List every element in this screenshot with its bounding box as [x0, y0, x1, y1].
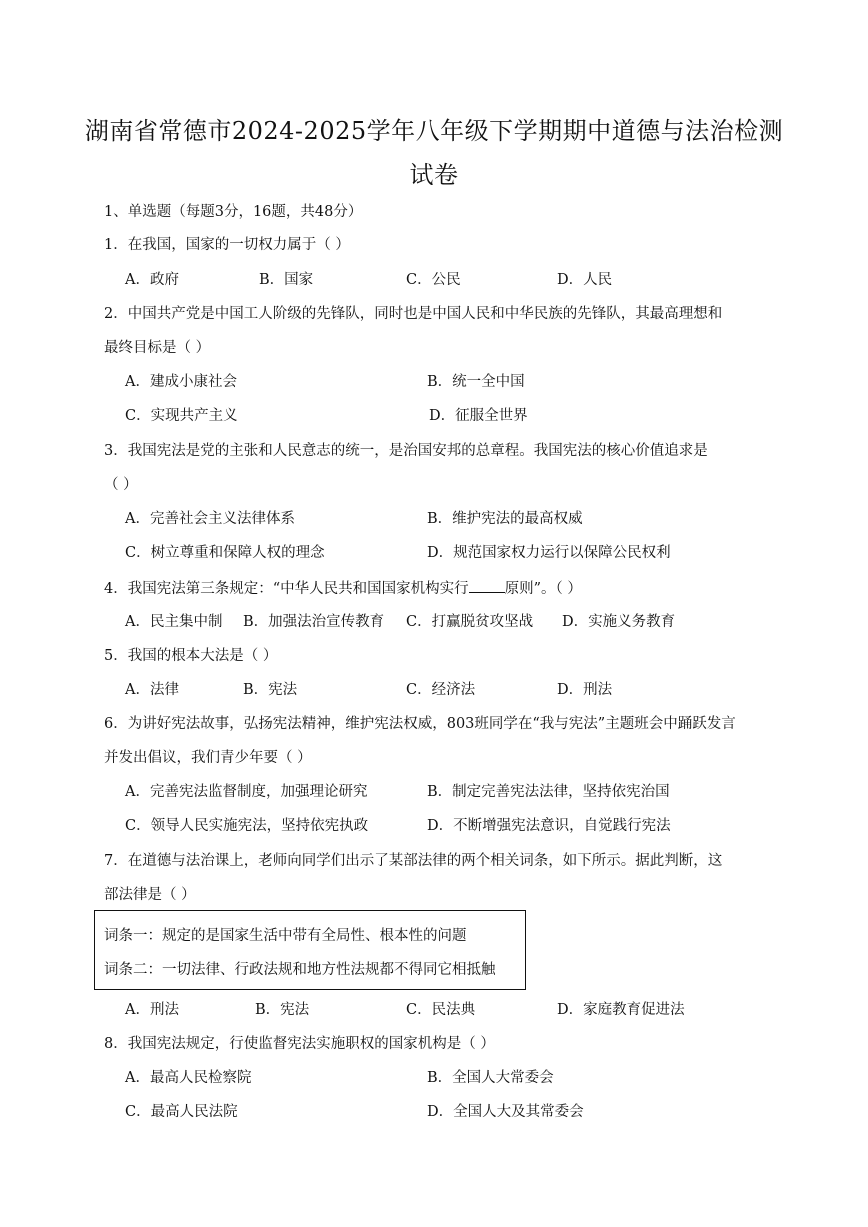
question-4-option-b: B．加强法治宣传教育 — [243, 614, 385, 630]
question-2-option-c: C．实现共产主义 — [125, 408, 238, 424]
question-6-stem-line1: 6．为讲好宪法故事，弘扬宪法精神，维护宪法权威，803班同学在“我与宪法”主题班会中踊跃发言 — [104, 716, 736, 732]
question-7-stem-line1: 7．在道德与法治课上，老师向同学们出示了某部法律的两个相关词条，如下所示。据此判断，这 — [104, 853, 723, 869]
question-7-clue-box — [94, 910, 526, 990]
question-1-stem: 1．在我国，国家的一切权力属于（ ） — [104, 237, 350, 253]
question-8-option-c: C．最高人民法院 — [125, 1104, 238, 1120]
question-5-option-d: D．刑法 — [557, 682, 613, 698]
question-8-option-b: B．全国人大常委会 — [427, 1070, 554, 1086]
question-7-stem-line2: 部法律是（ ） — [104, 887, 196, 903]
question-7-option-d: D．家庭教育促进法 — [557, 1002, 685, 1018]
question-7-option-a: A．刑法 — [125, 1002, 179, 1018]
question-2-option-b: B．统一全中国 — [427, 374, 525, 390]
question-1-option-d: D．人民 — [557, 272, 613, 288]
question-7-clue-1: 词条一：规定的是国家生活中带有全局性、根本性的问题 — [104, 928, 467, 944]
question-8-option-d: D．全国人大及其常委会 — [427, 1104, 584, 1120]
question-1-option-a: A．政府 — [125, 272, 179, 288]
question-3-option-d: D．规范国家权力运行以保障公民权利 — [427, 545, 671, 561]
question-5-option-c: C．经济法 — [406, 682, 476, 698]
question-1-option-c: C．公民 — [406, 272, 461, 288]
question-3-option-c: C．树立尊重和保障人权的理念 — [125, 545, 325, 561]
question-4-option-c: C．打赢脱贫攻坚战 — [406, 614, 534, 630]
question-3-stem-line1: 3．我国宪法是党的主张和人民意志的统一，是治国安邦的总章程。我国宪法的核心价值追求是 — [104, 443, 708, 459]
question-5-option-b: B．宪法 — [243, 682, 298, 698]
question-7-clue-2: 词条二：一切法律、行政法规和地方性法规都不得同它相抵触 — [104, 962, 496, 978]
question-4-stem — [104, 578, 582, 599]
question-1-option-b: B．国家 — [259, 272, 314, 288]
exam-title-line2: 试卷 — [409, 161, 459, 189]
question-5-stem: 5．我国的根本大法是（ ） — [104, 648, 278, 664]
question-2-stem-line1: 2．中国共产党是中国工人阶级的先锋队，同时也是中国人民和中华民族的先锋队，其最高理想和 — [104, 306, 723, 322]
question-8-option-a: A．最高人民检察院 — [125, 1070, 252, 1086]
question-3-option-b: B．维护宪法的最高权威 — [427, 511, 583, 527]
question-4-stem-after: 原则”。（ ） — [504, 581, 582, 597]
question-2-option-d: D．征服全世界 — [429, 408, 528, 424]
question-8-stem: 8．我国宪法规定，行使监督宪法实施职权的国家机构是（ ） — [104, 1036, 495, 1052]
question-3-option-a: A．完善社会主义法律体系 — [125, 511, 295, 527]
question-4-blank — [469, 578, 505, 593]
question-5-option-a: A．法律 — [125, 682, 179, 698]
question-6-option-d: D．不断增强宪法意识，自觉践行宪法 — [427, 818, 671, 834]
question-4-stem-before: 4．我国宪法第三条规定：“中华人民共和国国家机构实行 — [104, 581, 469, 597]
question-7-option-b: B．宪法 — [255, 1002, 310, 1018]
question-4-option-a: A．民主集中制 — [125, 614, 223, 630]
question-6-option-a: A．完善宪法监督制度，加强理论研究 — [125, 784, 368, 800]
section-heading: 1、单选题（每题3分，16题，共48分） — [104, 204, 363, 220]
exam-title-line1: 湖南省常德市2024-2025学年八年级下学期期中道德与法治检测 — [84, 117, 784, 145]
question-2-option-a: A．建成小康社会 — [125, 374, 237, 390]
question-7-option-c: C．民法典 — [406, 1002, 476, 1018]
question-3-stem-line2: （ ） — [104, 477, 138, 493]
question-6-option-b: B．制定完善宪法法律，坚持依宪治国 — [427, 784, 670, 800]
question-6-option-c: C．领导人民实施宪法，坚持依宪执政 — [125, 818, 369, 834]
question-2-stem-line2: 最终目标是（ ） — [104, 340, 211, 356]
question-6-stem-line2: 并发出倡议，我们青少年要（ ） — [104, 750, 312, 766]
question-4-option-d: D．实施义务教育 — [562, 614, 676, 630]
